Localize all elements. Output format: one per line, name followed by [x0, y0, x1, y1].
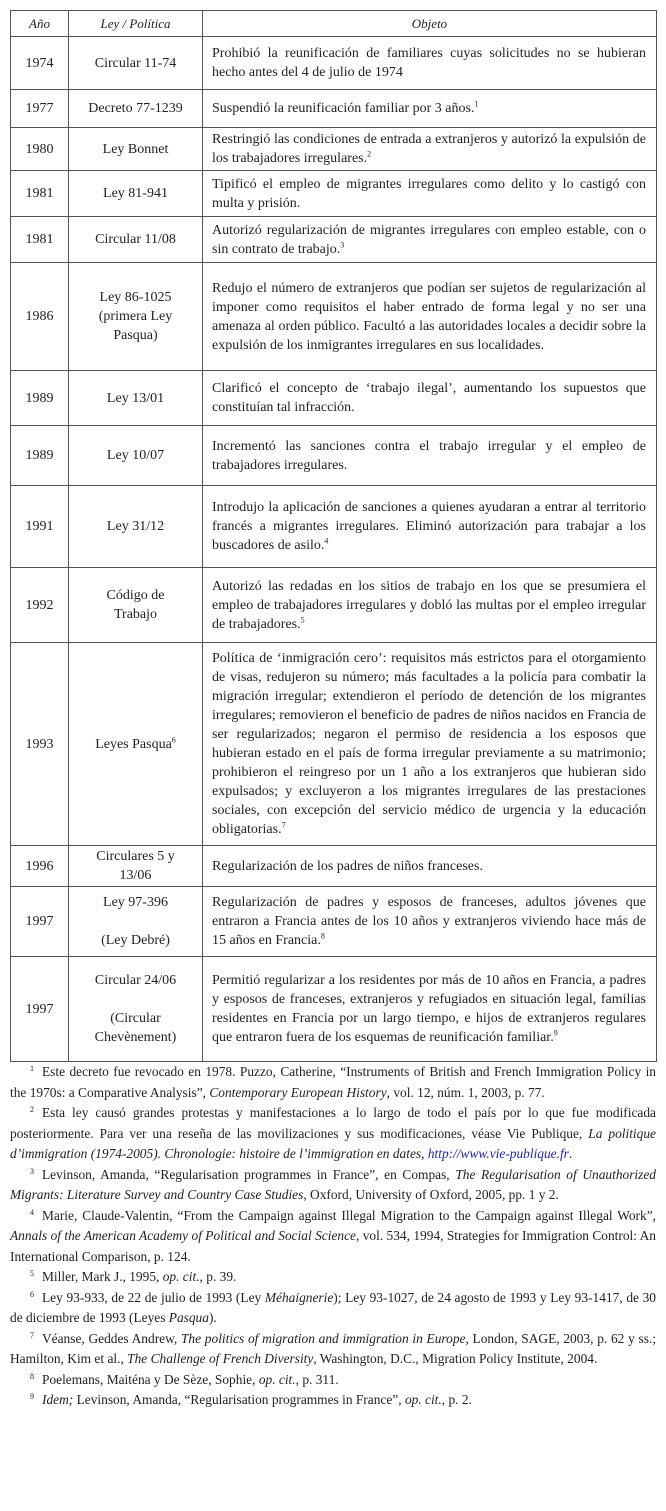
object-text: Redujo el número de extranjeros que podían ser sujetos de regularización al imponer como requisitos el haber entrado de forma legal y no ser una amenaza al orden público. Facultó a las autoridades locales a decidir sobre la expulsión de los inmigrantes irregulares en sus localidades.	[212, 280, 646, 353]
object-cell	[203, 426, 657, 486]
footnote-text: Méhaignerie	[264, 1289, 334, 1305]
footnote-ref[interactable]: 3	[340, 239, 345, 249]
law-line: Ley 97-396	[103, 895, 168, 910]
object-cell	[203, 128, 657, 171]
table-row	[11, 371, 657, 426]
footnote-number: 8	[30, 1371, 34, 1381]
year-cell: 1981	[11, 217, 69, 263]
footnote-ref[interactable]: 2	[367, 149, 372, 159]
year-cell: 1989	[11, 371, 69, 426]
footnote-number: 2	[30, 1105, 34, 1114]
object-text: Clarificó el concepto de ‘trabajo ilegal’, aumentando los supuestos que constituían tal infracción.	[212, 381, 646, 415]
object-text: Restringió las condiciones de entrada a extranjeros y autorizó la expulsión de los trabajadores irregulares.	[212, 132, 646, 166]
law-cell	[69, 568, 203, 643]
table-row	[11, 37, 657, 90]
footnote	[10, 1062, 656, 1103]
table-row	[11, 426, 657, 486]
law-line	[70, 990, 201, 1009]
year-cell: 1986	[11, 263, 69, 371]
footnote-text: Marie, Claude-Valentin, “From the Campaign against Illegal Migration to the Campaign against Illegal Work”,	[42, 1207, 656, 1223]
law-cell	[69, 846, 203, 887]
law-cell	[69, 90, 203, 128]
law-line: Chevènement)	[94, 1030, 177, 1045]
footnote-text: Levinson, Amanda, “Regularisation programmes in France”,	[73, 1392, 405, 1407]
table-row	[11, 643, 657, 846]
year-cell: 1989	[11, 426, 69, 486]
footnote-text: Levinson, Amanda, “Regularisation programmes in France”, en Compas,	[42, 1166, 456, 1182]
footnote-ref[interactable]: 8	[320, 931, 325, 941]
footnote	[10, 1165, 656, 1206]
law-line: 13/06	[119, 868, 152, 883]
footnote-text: , vol. 12, núm. 1, 2003, p. 77.	[386, 1084, 545, 1100]
table-row	[11, 263, 657, 371]
object-text: Tipificó el empleo de migrantes irregulares como delito y lo castigó con multa y prisión.	[212, 176, 646, 211]
object-cell	[203, 643, 657, 846]
footnote-number: 1	[30, 1064, 34, 1073]
footnote-text: Miller, Mark J., 1995,	[42, 1269, 163, 1284]
law-cell	[69, 486, 203, 568]
law-line: Ley 31/12	[106, 519, 165, 534]
footnote-text: , p. 311.	[295, 1371, 339, 1387]
law-cell	[69, 887, 203, 957]
footnote-text: Contemporary European History	[209, 1084, 387, 1100]
object-cell	[203, 887, 657, 957]
law-line: Ley Bonnet	[102, 141, 169, 157]
footnote	[10, 1206, 656, 1268]
footnote-text: La politique d’immigration (1974-2005). Chronologie: histoire de l’immigration en dates	[10, 1125, 656, 1161]
footnote-ref[interactable]: 9	[553, 1028, 558, 1038]
law-cell	[69, 217, 203, 263]
law-cell	[69, 371, 203, 426]
footnote-text: ,	[421, 1146, 428, 1161]
footnote-text: Annals of the American Academy of Political and Social Science	[10, 1228, 356, 1243]
footnote-text: op. cit.	[258, 1371, 296, 1387]
footnote-text: ).	[208, 1310, 217, 1325]
table-row	[11, 486, 657, 568]
footnote-ref[interactable]: 4	[324, 536, 329, 546]
object-cell	[203, 263, 657, 371]
object-text: Regularización de los padres de niños franceses.	[212, 858, 483, 874]
law-cell	[69, 957, 203, 1062]
footnote-number: 6	[30, 1289, 34, 1299]
footnote	[10, 1103, 656, 1165]
table-row	[11, 171, 657, 217]
year-cell: 1993	[11, 643, 69, 846]
object-text: Autorizó las redadas en los sitios de trabajo en los que se presumiera el empleo de trabajadores irregulares y dobló las multas por el empleo irregular de trabajadores.	[212, 578, 646, 632]
footnote-text: The Challenge of French Diversity	[127, 1351, 314, 1366]
year-cell: 1981	[11, 171, 69, 217]
law-line: (Ley Debré)	[101, 933, 170, 948]
law-line: Pasqua)	[113, 328, 158, 343]
law-line-wrap	[70, 735, 201, 754]
footnote-text: Este decreto fue revocado en 1978. Puzzo, Catherine, “Instruments of British and French Immigration Policy in the 1970s: a Comparative Analysis”,	[10, 1064, 656, 1100]
year-cell: 1992	[11, 568, 69, 643]
object-cell	[203, 568, 657, 643]
law-cell	[69, 426, 203, 486]
law-line: (Circular	[110, 1011, 161, 1026]
footnote-text: , Oxford, University of Oxford, 2005, pp. 1 y 2.	[303, 1187, 559, 1202]
footnote-number: 5	[30, 1269, 34, 1278]
law-line: Código de	[106, 588, 165, 603]
year-cell: 1980	[11, 128, 69, 171]
law-line: Ley 86-1025	[99, 290, 172, 305]
footnote-number: 4	[30, 1207, 34, 1217]
table-row	[11, 568, 657, 643]
footnote-text: The politics of migration and immigration in Europe	[180, 1330, 466, 1346]
footnote-text: The Regularisation of Unauthorized Migrants: Literature Survey and Country Case Studies	[10, 1166, 656, 1202]
year-cell: 1991	[11, 486, 69, 568]
footnote-text: Idem;	[42, 1392, 74, 1407]
object-cell	[203, 846, 657, 887]
year-cell: 1977	[11, 90, 69, 128]
header-object: Objeto	[203, 11, 657, 37]
footnote-text: Esta ley causó grandes protestas y manifestaciones a lo largo de todo el país por lo que fue modificada posteriormente. Para ver una reseña de las movilizaciones y sus modificaciones, véase Vie Publique,	[10, 1105, 656, 1141]
footnote-text: Ley 93-933, de 22 de julio de 1993 (Ley	[42, 1289, 265, 1305]
law-line: Ley 13/01	[106, 390, 165, 406]
object-text: Regularización de padres y esposos de franceses, adultos jóvenes que entraron a Francia antes de los 10 años y extranjeros viviendo hace más de 15 años en Francia.	[212, 895, 646, 948]
law-cell	[69, 263, 203, 371]
footnote-text: op. cit.	[162, 1269, 200, 1284]
table-row	[11, 217, 657, 263]
law-line: (primera Ley	[98, 309, 173, 324]
law-cell	[69, 128, 203, 171]
footnote-text: ); Ley 93-1027, de 24 agosto de 1993 y Ley 93-1417, de 30 de diciembre de 1993 (Leyes	[10, 1289, 656, 1325]
law-line: Circular 11/08	[95, 232, 176, 247]
object-cell	[203, 957, 657, 1062]
law-line: Circulares 5 y	[96, 849, 175, 864]
footnote-text: .	[568, 1146, 573, 1161]
footnotes	[10, 1062, 656, 1411]
footnote-link[interactable]: http://www.vie-publique.fr	[427, 1146, 569, 1161]
object-cell	[203, 371, 657, 426]
object-text: Política de ‘inmigración cero’: requisitos más estrictos para el otorgamiento de visas, redujeron su número; más facultades a la policía para combatir la migración irregular; extendieron el período de detención de los migrantes irregulares; removieron el beneficio de padres de niños nacidos en Francia de ser regularizados; negaron el permiso de residencia a los esposos que hubieran estado en el país de forma irregular previamente a su matrimonio; prohibieron el reingreso por un 1 año a los extranjeros que hubieran sido expulsados; y excluyeron a los migrantes irregulares de las prestaciones sociales, con excepción del servicio médico de urgencia y la educación obligatorias.	[212, 651, 646, 837]
law-cell	[69, 37, 203, 90]
law-line: Circular 24/06	[94, 973, 177, 988]
object-text: Incrementó las sanciones contra el trabajo irregular y el empleo de trabajadores irregulares.	[212, 438, 646, 473]
footnote-text: op. cit.	[404, 1392, 442, 1407]
header-year: Año	[11, 11, 69, 37]
object-text: Permitió regularizar a los residentes por más de 10 años en Francia, a padres y esposos de franceses, extranjeros y refugiados en situación legal, familias residentes en Francia por un largo tiempo, e hijos de extranjeros regulares que entraron fuera de los esquemas de reunificación familiar.	[212, 973, 646, 1045]
object-text: Prohibió la reunificación de familiares cuyas solicitudes no se hubieran hecho antes del 4 de julio de 1974	[212, 46, 646, 80]
law-line: Ley 81-941	[103, 186, 168, 201]
table-row	[11, 887, 657, 957]
table-header-row	[11, 11, 657, 37]
immigration-policy-table	[10, 10, 657, 1062]
footnote-ref[interactable]: 5	[300, 614, 305, 624]
object-text: Suspendió la reunificación familiar por 3 años.	[212, 101, 475, 116]
header-law: Ley / Política	[69, 11, 203, 37]
object-cell	[203, 217, 657, 263]
table-row	[11, 128, 657, 171]
object-cell	[203, 37, 657, 90]
footnote-text: , p. 2.	[441, 1392, 472, 1407]
footnote-text: , London, SAGE, 2003, p. 62 y ss.; Hamilton, Kim et al.,	[10, 1330, 656, 1366]
law-text: Leyes Pasqua	[95, 736, 172, 752]
footnote	[10, 1288, 656, 1329]
law-line: Circular 11-74	[94, 55, 177, 71]
object-text: Autorizó regularización de migrantes irregulares con empleo estable, con o sin contrato de trabajo.	[212, 222, 646, 257]
law-line: Ley 10/07	[106, 448, 165, 463]
footnote-ref[interactable]: 1	[474, 99, 479, 109]
object-text: Introdujo la aplicación de sanciones a quienes ayudaran a entrar al territorio francés a migrantes irregulares. Eliminó autorización para trabajar a los buscadores de asilo.	[212, 500, 646, 553]
footnote	[10, 1329, 656, 1370]
footnote	[10, 1267, 656, 1288]
law-line: Decreto 77-1239	[88, 101, 183, 116]
table-row	[11, 957, 657, 1062]
law-cell	[69, 171, 203, 217]
object-cell	[203, 90, 657, 128]
law-line: Trabajo	[113, 607, 158, 622]
footnote-text: Pasqua	[168, 1310, 209, 1325]
table-row	[11, 90, 657, 128]
footnote-number: 7	[30, 1330, 34, 1340]
footnote-number: 9	[30, 1392, 34, 1401]
footnote-text: Véanse, Geddes Andrew,	[42, 1330, 181, 1346]
law-cell	[69, 643, 203, 846]
object-cell	[203, 171, 657, 217]
footnote	[10, 1390, 656, 1411]
year-cell: 1996	[11, 846, 69, 887]
law-line	[70, 912, 201, 931]
table-row	[11, 846, 657, 887]
object-cell	[203, 486, 657, 568]
year-cell: 1997	[11, 887, 69, 957]
footnote-ref[interactable]: 7	[281, 820, 286, 830]
footnote-text: , Washington, D.C., Migration Policy Institute, 2004.	[313, 1351, 598, 1366]
footnote-number: 3	[30, 1166, 34, 1176]
footnote	[10, 1370, 656, 1391]
footnote-text: Poelemans, Maiténa y De Sèze, Sophie,	[42, 1371, 259, 1387]
footnote-ref: 6	[171, 734, 176, 744]
footnote-text: , vol. 534, 1994, Strategies for Immigration Control: An International Comparison, p. 124.	[10, 1228, 656, 1264]
footnote-text: , p. 39.	[199, 1269, 237, 1284]
year-cell: 1974	[11, 37, 69, 90]
year-cell: 1997	[11, 957, 69, 1062]
